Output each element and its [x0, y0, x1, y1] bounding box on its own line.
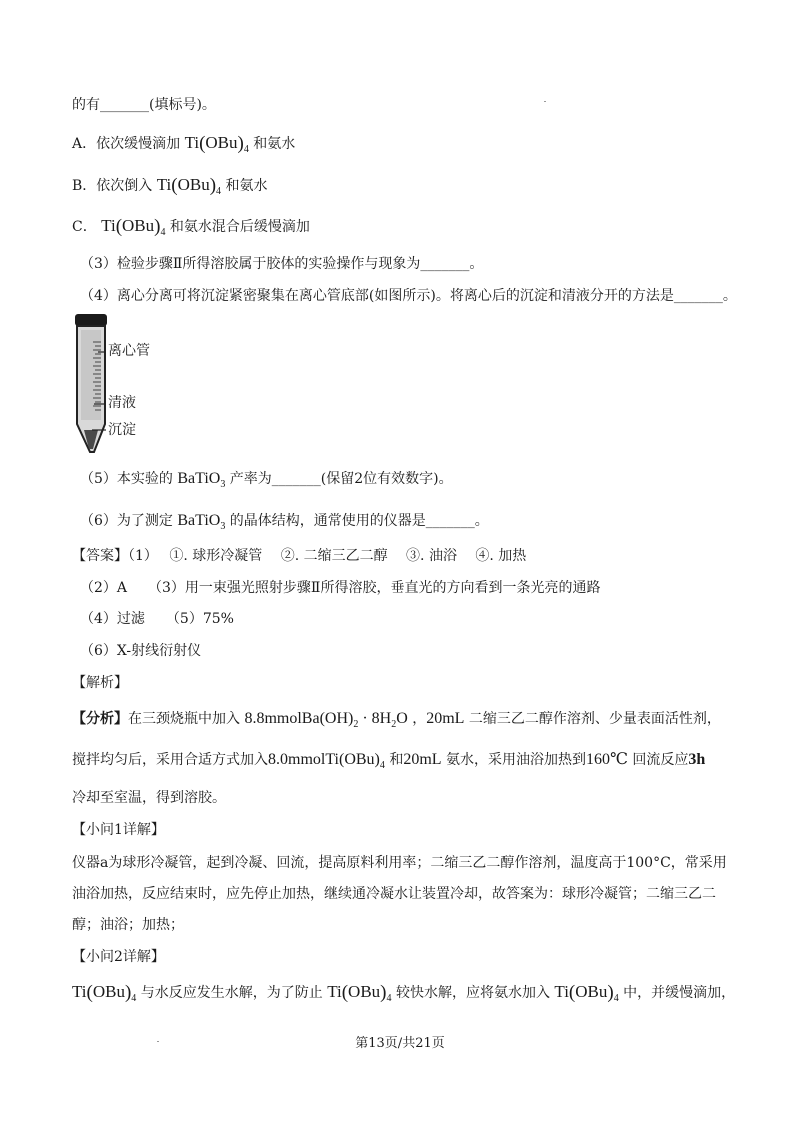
answer-line-1: 【答案】（1） ①. 球形冷凝管 ②. 二缩三乙二醇 ③. 油浴 ④. 加热	[72, 548, 527, 564]
formula: $Ti(OBu)_4$	[327, 982, 392, 1004]
chem: BaTiO	[177, 512, 221, 529]
sub2-header: 【小问2详解】	[72, 949, 165, 965]
text: ，	[407, 711, 427, 727]
subscript: 4	[131, 993, 137, 1004]
blank: _______	[425, 513, 475, 529]
formula: $Ti(OBu)_4$	[554, 982, 619, 1004]
chem-group: OBu	[92, 982, 125, 1001]
blank: _______	[420, 256, 470, 272]
option-label: C．	[72, 219, 102, 235]
chem: O	[396, 710, 408, 727]
label-precipitate: 沉淀	[108, 422, 136, 438]
chem: · 8H	[358, 710, 392, 727]
option-b	[72, 175, 268, 196]
text: (填标号)。	[149, 97, 216, 113]
analysis-line-3: 冷却至室温，得到溶胶。	[72, 790, 226, 806]
analysis-header: 【解析】	[72, 675, 128, 691]
subscript: 4	[160, 227, 166, 238]
chem: Ti	[554, 982, 569, 1001]
text: 。	[469, 256, 484, 272]
chem: Ti	[101, 216, 116, 235]
analysis-line-1	[72, 709, 721, 729]
formula: $Ti(OBu)_4$	[156, 175, 222, 197]
subscript: 4	[216, 186, 222, 197]
formula: $Ti(OBu)_4$	[101, 216, 166, 238]
question-4	[80, 286, 737, 306]
option-label: B．依次倒入	[72, 178, 157, 194]
subscript: 2	[391, 719, 397, 730]
text: 。	[474, 513, 489, 529]
label-centrifuge-tube: 离心管	[108, 343, 150, 359]
page-number: 第13页/共21页	[355, 1036, 445, 1051]
text: 较快水解，应将氨水加入	[391, 985, 555, 1001]
text: 产率为	[225, 471, 272, 487]
option-label: A．依次缓慢滴加	[72, 136, 185, 152]
subscript: 3	[220, 479, 226, 490]
blank: _______	[271, 471, 321, 487]
chem: BaTiO	[177, 470, 221, 487]
chem: Ti	[156, 175, 172, 194]
formula	[177, 470, 226, 490]
chem-group: OBu	[575, 982, 608, 1001]
formula	[244, 710, 408, 730]
chem-group: OBu	[122, 216, 155, 235]
text: 回流反应	[627, 752, 689, 768]
text: 搅拌均匀后，采用合适方式加入	[72, 752, 268, 768]
chem-group: OBu	[348, 982, 381, 1001]
question-5	[80, 469, 453, 489]
text: （3）检验步骤Ⅱ所得溶胶属于胶体的实验操作与现象为	[80, 256, 421, 272]
volume: 20mL	[403, 751, 442, 768]
answer-line-4: （6）X-射线衍射仪	[80, 643, 202, 659]
temperature: 160℃	[586, 751, 628, 768]
formula: $Ti(OBu)_4$	[184, 133, 249, 155]
chem-group: OBu	[177, 175, 210, 194]
volume: 20mL	[426, 710, 465, 727]
subscript: 4	[379, 760, 385, 771]
blank: _______	[100, 97, 149, 113]
text: 的晶体结构，通常使用的仪器是	[225, 513, 426, 529]
text: 与水反应发生水解，为了防止	[136, 985, 328, 1001]
text: （4）离心分离可将沉淀紧密聚集在离心管底部(如图所示)。将离心后的沉淀和清液分开的方法是	[80, 288, 674, 304]
text: 二缩三乙二醇作溶剂、少量表面活性剂，	[464, 711, 721, 727]
chem: 8.0mmolTi(OBu)	[268, 751, 380, 768]
blank: _______	[673, 288, 723, 304]
answer-line-3: （4）过滤 （5）75%	[80, 611, 234, 627]
subscript: 4	[243, 144, 249, 155]
sub1-line-1: 仪器a为球形冷凝管，起到冷凝、回流，提高原料利用率；二缩三乙二醇作溶剂，温度高于100°C，常采用	[72, 855, 727, 871]
sub2-line-1	[72, 982, 735, 1003]
text: 在三颈烧瓶中加入	[128, 711, 245, 727]
text: 中，并缓慢滴加，	[618, 985, 736, 1001]
question-2-tail	[72, 95, 216, 115]
text: （5）本实验的	[80, 471, 178, 487]
duration: 3h	[688, 751, 706, 768]
subscript: 4	[386, 993, 392, 1004]
subscript: 3	[220, 521, 226, 532]
text: 的有	[72, 97, 100, 113]
chem-group: OBu	[205, 133, 238, 152]
subscript: 4	[613, 993, 619, 1004]
question-3	[80, 254, 483, 274]
formula: $Ti(OBu)_4$	[72, 982, 137, 1004]
formula	[268, 751, 385, 771]
subscript: 2	[353, 719, 359, 730]
text: （6）为了测定	[80, 513, 178, 529]
chem: Ti	[327, 982, 342, 1001]
sub1-header: 【小问1详解】	[72, 822, 165, 838]
question-6	[80, 511, 489, 531]
text: 。	[722, 288, 737, 304]
option-text: 和氨水	[248, 136, 296, 152]
text: 氨水，采用油浴加热到	[441, 752, 586, 768]
option-text: 和氨水	[221, 178, 268, 194]
chem: Ti	[184, 133, 200, 152]
option-text: 和氨水混合后缓慢滴加	[165, 219, 310, 235]
option-c	[72, 216, 310, 237]
sub1-line-2: 油浴加热，反应结束时，应先停止加热，继续通冷凝水让装置冷却，故答案为：球形冷凝管；二缩三乙二	[72, 886, 716, 902]
label-supernatant: 清液	[108, 395, 136, 411]
analysis-label: 【分析】	[72, 711, 128, 727]
analysis-line-2	[72, 750, 705, 770]
text: 和	[384, 752, 404, 768]
sub1-line-3: 醇；油浴；加热；	[72, 917, 184, 933]
speck	[544, 101, 546, 102]
formula	[177, 512, 226, 532]
text: (保留2位有效数字)。	[320, 471, 453, 487]
answer-line-2: （2）A （3）用一束强光照射步骤Ⅱ所得溶胶，垂直光的方向看到一条光亮的通路	[80, 580, 601, 596]
chem: Ti	[72, 982, 87, 1001]
option-a	[72, 133, 295, 154]
chem: 8.8mmolBa(OH)	[244, 710, 354, 727]
centrifuge-tube-figure	[72, 312, 192, 457]
